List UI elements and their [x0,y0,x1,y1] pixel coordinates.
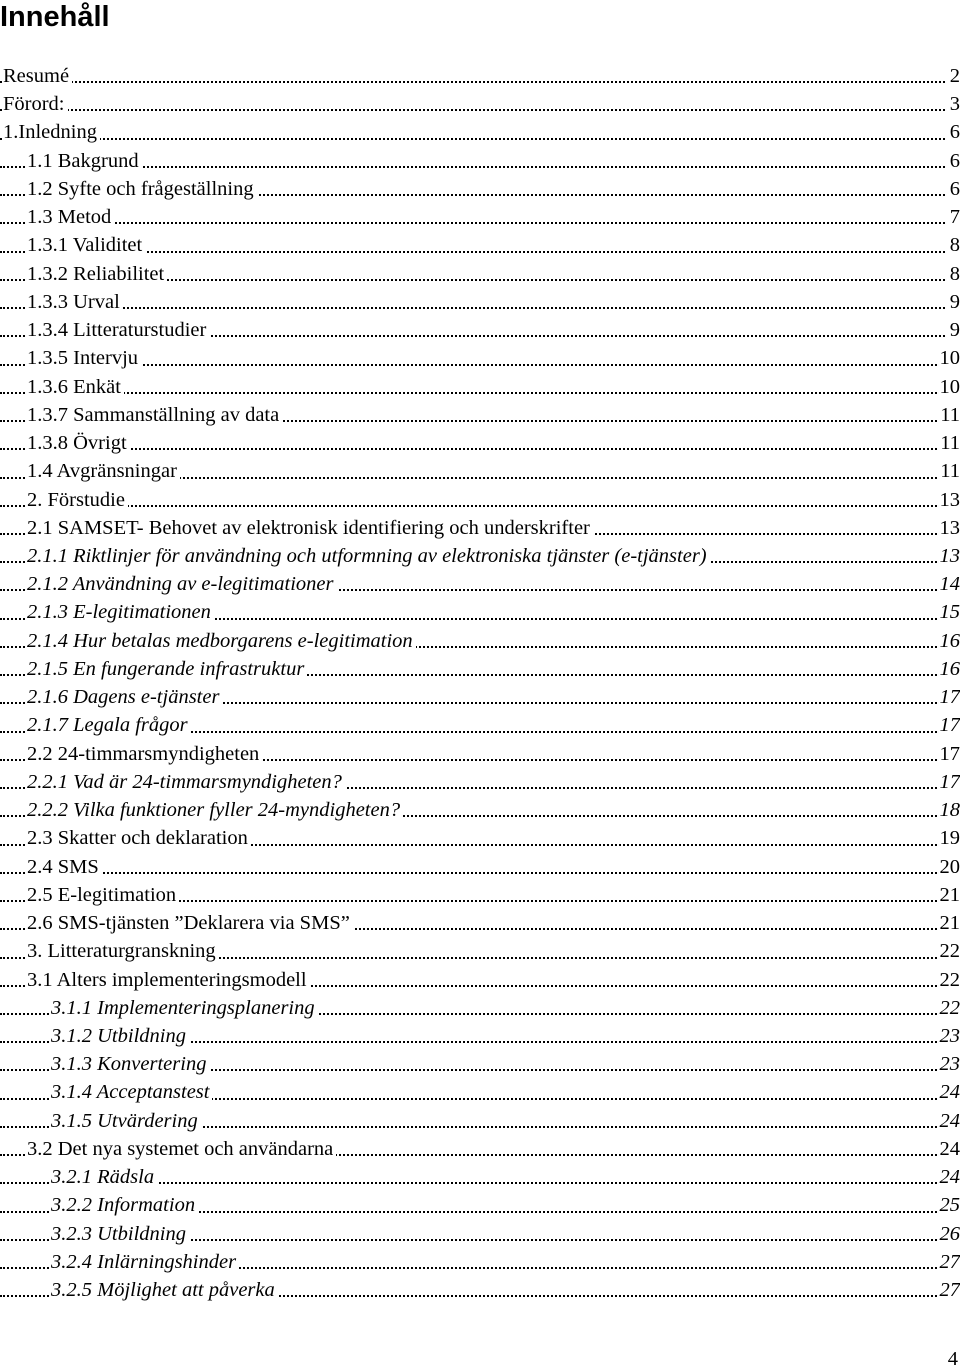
toc-entry[interactable] [0,1078,960,1106]
toc-entry[interactable] [0,683,960,711]
toc-entry[interactable] [0,655,960,683]
toc-entry[interactable] [0,881,960,909]
toc-entry-page: 8 [947,231,960,259]
toc-entry-page: 24 [937,1078,960,1106]
toc-entry-page: 20 [937,853,960,881]
toc-entry[interactable] [0,373,960,401]
toc-entry-page: 11 [937,429,960,457]
toc-entry-label: 3.1.3 Konvertering [51,1053,209,1075]
toc-entry-label: 2.2 24-timmarsmyndigheten [27,743,262,765]
toc-entry-page: 13 [937,514,960,542]
toc-entry-label: 1.3.2 Reliabilitet [27,263,167,285]
dot-leader [0,109,960,111]
toc-entry[interactable] [0,118,960,146]
toc-entry-label: 2.6 SMS-tjänsten ”Deklarera via SMS” [27,912,353,934]
toc-entry[interactable] [0,316,960,344]
toc-entry-label: 3.1.2 Utbildning [51,1025,189,1047]
toc-entry-label: 1.3.5 Intervju [27,347,141,369]
toc-entry[interactable] [0,740,960,768]
toc-entry-label: 1.4 Avgränsningar [27,460,180,482]
toc-entry[interactable] [0,1163,960,1191]
toc-entry[interactable] [0,768,960,796]
toc-entry[interactable] [0,1191,960,1219]
toc-entry-page: 22 [937,937,960,965]
toc-entry-page: 24 [937,1107,960,1135]
toc-entry[interactable] [0,1276,960,1304]
toc-entry[interactable] [0,514,960,542]
toc-entry[interactable] [0,909,960,937]
toc-entry[interactable] [0,62,960,90]
toc-entry[interactable] [0,1220,960,1248]
dot-leader [0,138,960,140]
dot-leader [0,81,960,83]
toc-entry-page: 21 [937,909,960,937]
toc-entry[interactable] [0,1135,960,1163]
toc-entry[interactable] [0,486,960,514]
toc-entry-page: 25 [937,1191,960,1219]
page-title: Innehåll [0,1,110,33]
toc-entry-page: 11 [937,401,960,429]
toc-entry-page: 2 [947,62,960,90]
toc-entry-page: 23 [937,1022,960,1050]
toc-entry-label: 1.3.3 Urval [27,291,123,313]
toc-entry-page: 19 [937,824,960,852]
toc-entry[interactable] [0,429,960,457]
toc-entry-label: 3.2 Det nya systemet och användarna [27,1138,336,1160]
toc-entry-page: 13 [937,486,960,514]
dot-leader [0,505,960,507]
toc-entry[interactable] [0,288,960,316]
toc-entry-label: 1.2 Syfte och frågeställning [27,178,257,200]
dot-leader [0,364,960,366]
toc-entry-page: 22 [937,994,960,1022]
toc-entry-label: 1.3.7 Sammanställning av data [27,404,282,426]
toc-entry-page: 8 [947,260,960,288]
toc-entry-page: 17 [937,683,960,711]
toc-entry-label: 3.1.1 Implementeringsplanering [51,997,318,1019]
toc-entry[interactable] [0,260,960,288]
toc-entry-label: 2.1.2 Användning av e-legitimationer [27,573,337,595]
toc-entry[interactable] [0,90,960,118]
toc-entry-label: 2.4 SMS [27,856,102,878]
toc-entry[interactable] [0,570,960,598]
toc-entry-page: 16 [937,655,960,683]
toc-entry-label: 3.2.4 Inlärningshinder [51,1251,239,1273]
toc-entry[interactable] [0,1107,960,1135]
toc-entry[interactable] [0,994,960,1022]
toc-entry-label: 1.3 Metod [27,206,114,228]
toc-entry-label: Förord: [3,93,68,115]
toc-entry-label: 1.Inledning [3,121,100,143]
toc-entry-page: 17 [937,740,960,768]
dot-leader [0,448,960,450]
toc-entry-label: 1.3.8 Övrigt [27,432,130,454]
toc-entry-label: 2.1.4 Hur betalas medborgarens e-legitimation [27,630,416,652]
toc-entry[interactable] [0,1050,960,1078]
toc-entry-page: 10 [937,373,960,401]
toc-entry-page: 3 [947,90,960,118]
dot-leader [0,222,960,224]
toc-entry-label: 1.3.4 Litteraturstudier [27,319,209,341]
toc-entry[interactable] [0,542,960,570]
toc-entry-page: 24 [937,1163,960,1191]
toc-entry-label: 3.2.1 Rädsla [51,1166,157,1188]
toc-entry-label: 3.1 Alters implementeringsmodell [27,969,310,991]
toc-entry[interactable] [0,401,960,429]
toc-entry-label: 1.1 Bakgrund [27,150,142,172]
toc-entry[interactable] [0,711,960,739]
toc-entry[interactable] [0,966,960,994]
toc-entry-page: 17 [937,768,960,796]
toc-entry-page: 21 [937,881,960,909]
toc-entry-page: 27 [937,1248,960,1276]
toc-entry-page: 10 [937,344,960,372]
toc-entry-label: 2.3 Skatter och deklaration [27,827,251,849]
toc-entry-page: 23 [937,1050,960,1078]
toc-entry[interactable] [0,796,960,824]
toc-entry-page: 13 [937,542,960,570]
toc-entry-label: 3.2.2 Information [51,1194,198,1216]
toc-entry-page: 6 [947,147,960,175]
toc-entry-label: 2.1.7 Legala frågor [27,714,191,736]
toc-entry-page: 17 [937,711,960,739]
toc-entry-label: Resumé [3,65,72,87]
page-number: 4 [947,1348,958,1370]
toc-entry-label: 3.1.4 Acceptanstest [51,1081,212,1103]
toc-entry-page: 11 [937,457,960,485]
toc-entry[interactable] [0,824,960,852]
toc-entry-label: 2.1 SAMSET- Behovet av elektronisk identifiering och underskrifter [27,517,593,539]
toc-entry-page: 22 [937,966,960,994]
toc-entry[interactable] [0,627,960,655]
toc-entry-label: 3.1.5 Utvärdering [51,1110,201,1132]
toc-entry-label: 2.1.6 Dagens e-tjänster [27,686,222,708]
toc-entry-page: 16 [937,627,960,655]
toc-entry[interactable] [0,598,960,626]
toc-entry-label: 2.1.5 En fungerande infrastruktur [27,658,307,680]
toc-entry[interactable] [0,175,960,203]
toc-entry[interactable] [0,344,960,372]
toc-entry-label: 1.3.1 Validitet [27,234,145,256]
toc-entry-page: 7 [947,203,960,231]
toc-entry-label: 1.3.6 Enkät [27,376,124,398]
toc-entry-page: 27 [937,1276,960,1304]
dot-leader [0,872,960,874]
toc-entry[interactable] [0,853,960,881]
toc-entry-page: 24 [937,1135,960,1163]
toc-entry-page: 9 [947,316,960,344]
toc-entry[interactable] [0,231,960,259]
toc-entry-label: 3. Litteraturgranskning [27,940,219,962]
toc-entry[interactable] [0,1248,960,1276]
toc-entry-page: 14 [937,570,960,598]
toc-entry-page: 6 [947,175,960,203]
dot-leader [0,392,960,394]
toc-entry[interactable] [0,457,960,485]
toc-entry-page: 18 [937,796,960,824]
toc-entry-label: 2. Förstudie [27,489,128,511]
toc-entry-label: 2.5 E-legitimation [27,884,179,906]
toc-entry-page: 26 [937,1220,960,1248]
toc-entry[interactable] [0,147,960,175]
toc-entry-label: 2.1.3 E-legitimationen [27,601,214,623]
dot-leader [0,307,960,309]
toc-entry-page: 9 [947,288,960,316]
toc-entry-label: 2.2.2 Vilka funktioner fyller 24-myndigheten? [27,799,403,821]
toc-entry-label: 3.2.5 Möjlighet att påverka [51,1279,278,1301]
table-of-contents [0,62,960,1304]
toc-entry-label: 3.2.3 Utbildning [51,1223,189,1245]
toc-entry-page: 6 [947,118,960,146]
toc-entry[interactable] [0,203,960,231]
toc-entry[interactable] [0,1022,960,1050]
toc-entry[interactable] [0,937,960,965]
toc-entry-label: 2.1.1 Riktlinjer för användning och utformning av elektroniska tjänster (e-tjänster) [27,545,710,567]
toc-entry-label: 2.2.1 Vad är 24-timmarsmyndigheten? [27,771,345,793]
toc-entry-page: 15 [937,598,960,626]
dot-leader [0,166,960,168]
